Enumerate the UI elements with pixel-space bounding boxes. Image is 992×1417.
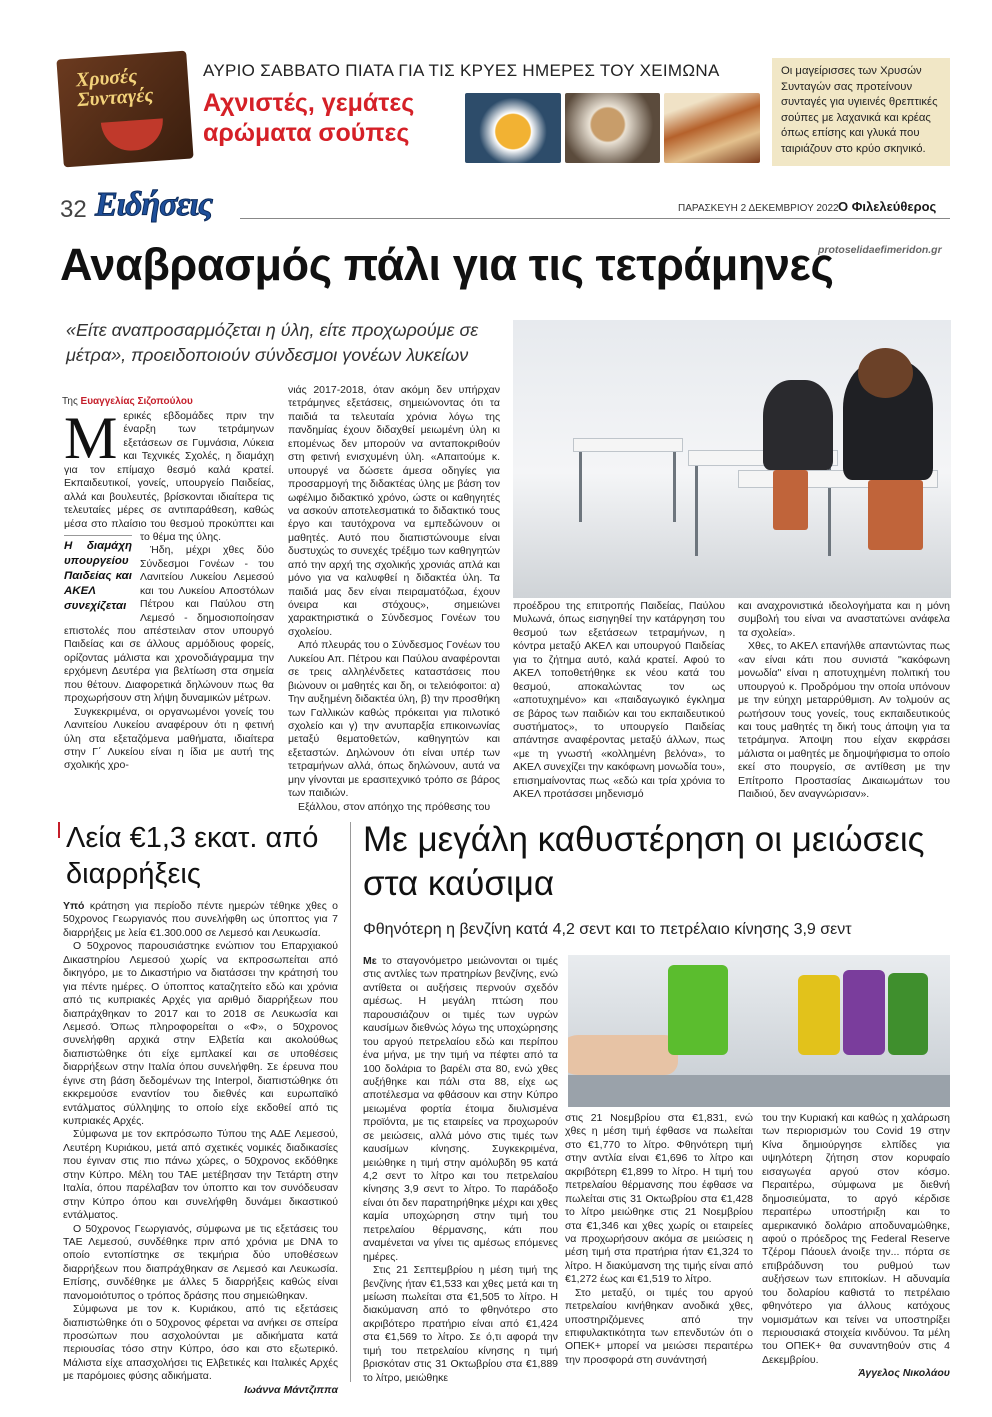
pastry-photo — [664, 93, 760, 163]
main-column-1 — [64, 405, 274, 795]
desk-leg — [579, 452, 582, 522]
issue-date: ΠΑΡΑΣΚΕΥΗ 2 ΔΕΚΕΜΒΡΙΟΥ 2022 — [678, 203, 839, 214]
paragraph: Με το σταγονόμετρο μειώνονται οι τιμές στις αντλίες των πρατηρίων βενζίνης, ενώ αντίθετα οι αυξήσεις περνούν σχεδόν αμέσως. Η μεγάλη πτώση που παρουσιάζουν οι τιμές των υγρών καυσίμων διεθνώς λόγω της υποχώρησης του αργού πετρελαίου εδώ και περίπου ένα μήνα, με την τιμή να πέφτει από τα 100 δολάρια το βαρέλι στα 80, ενώ χθες αυξήθηκε και πάλι στα 88, είχε ως αποτέλεσμα να φθάσουν και στην Κύπρο μειωμένα φορτία έτοιμα διυλισμένα προϊόντα, με τις εταιρείες να προχωρούν σε μειώσεις, αλλά μόνο στις τιμές των καυσίμων κίνησης. Συγκεκριμένα, μειώθηκε η τιμή στην αμόλυβδη 95 κατά 4,2 σεντ το λίτρο και του πετρελαίου κίνησης 3,9 σεντ το λίτρο. Το παράδοξο είναι ότι δεν παρατηρήθηκε μέχρι και χθες καμία υποχώρηση στην τιμή του πετρελαίου θέρμανσης, κάτι που αναμένεται να γίνει τις αμέσως επόμενες ημέρες. — [363, 955, 558, 1263]
paragraph: Στο μεταξύ, οι τιμές του αργού πετρελαίου κινήθηκαν ανοδικά χθες, υποστηριζόμενες από την επιφυλακτικότητα των επενδυτών ότι ο ΟΠΕΚ+ μπορεί να μειώσει περαιτέρω την προσφορά στη συνάντησή — [565, 1286, 753, 1366]
fuel-pumps-photo — [568, 955, 950, 1107]
author-name: Ευαγγελίας Σιζοπούλου — [80, 396, 193, 407]
section-title: Ειδήσεις — [95, 186, 213, 223]
green-nozzle — [668, 965, 728, 1055]
paragraph: Εξάλλου, στον απόηχο της πρόθεσης του — [298, 800, 491, 813]
burglary-body — [63, 900, 338, 1396]
fuel-column-3 — [762, 1112, 950, 1384]
hand — [568, 1035, 678, 1075]
fuel-deck: Φθηνότερη η βενζίνη κατά 4,2 σεντ και το πετρέλαιο κίνησης 3,9 σεντ — [363, 921, 852, 938]
paragraph: Υπό κράτηση για περίοδο πέντε ημερών τέθηκε χθες ο 50χρονος Γεωργιανός που συνελήφθη ως ύποπτος για 7 διαρρήξεις με λεία €1.300.000 σε Λεμεσό και Λευκωσία. — [63, 900, 338, 939]
paragraph: προέδρου της επιτροπής Παιδείας, Παύλου Μυλωνά, όπως εισηγηθεί την κατάργηση του θεσμού των εξετάσεων τετραμήνων, η κόντρα μεταξύ ΑΚΕΛ και υπουργού Παιδείας για το ζήτημα αυτό, καλά κρατεί. Αφού το ΑΚΕΛ τοποθετήθηκε εκ νέου κατά του θεσμού, αποκαλώντας τον ως «αποτυχημένο» και «παιδαγωγικό έγκλημα σε βάρος των παιδιών και του εκπαιδευτικού συστήματος», το υπουργείο Παιδείας απάντησε αναφέροντας μεταξύ άλλων, πως «με τη γνωστή «κολλημένη βελόνα», το ΑΚΕΛ συνεχίζει την κακόφωνη μονωδία του», επισημαίνοντας πως «εδώ και τρία χρόνια το ΑΚΕΛ προτάσσει μηδενισμό — [513, 600, 725, 801]
byline: Της Ευαγγελίας Σιζοπούλου — [62, 396, 193, 407]
main-headline: Αναβρασμός πάλι για τις τετράμηνες — [60, 239, 834, 290]
promo-banner — [60, 55, 950, 170]
newspaper-name: Ο Φιλελεύθερος — [838, 199, 937, 214]
main-col1-intro: ερικές εβδομάδες πριν την έναρξη των τετράμηνων εξετάσεων σε Γυμνάσια, Λύκεια και Τεχνικές Σχολές, η διαμάχη για τον επίμαχο θεσμό καλά κρατεί. Εκπαιδευτικοί, γονείς, υπουργείο Παιδείας, αλλά και βουλευτές, βρίσκονται ιδιαίτερα τις τελευταίες μέρες σε αντιπαράθεση, καθώς μέσα στο πλαίσιο του θεσμού προκύπτει και το θέμα της ύλης. — [64, 410, 274, 543]
student — [763, 380, 833, 470]
cookbook-title: Χρυσές Συνταγές — [75, 65, 155, 112]
mushroom-photo — [565, 93, 661, 163]
main-column-4 — [738, 600, 950, 800]
promo-kicker: ΑΥΡΙΟ ΣΑΒΒΑΤΟ ΠΙΑΤΑ ΓΙΑ ΤΙΣ ΚΡΥΕΣ ΗΜΕΡΕΣ ΤΟΥ ΧΕΙΜΩΝΑ — [203, 61, 720, 80]
paragraph: Από πλευράς του ο Σύνδεσμος Γονέων του Λυκείου Απ. Πέτρου και Παύλου αναφέρονται σε τρεις αλληλένδετες καταστάσεις που βιώνουν οι μαθητές και δη, οι τελειόφοιτοι: α) Την αυξημένη διδακτέα ύλη, β) την προσθήκη των Γαλλικών καθώς πρόκειται για πιλοτικό σχολείο και γ) την ανυπαρξία επικοινωνίας μεταξύ θεματοθετών, καθηγητών και εξεταστών. Δηλώνουν ότι είναι υπέρ των τετραμήνων αλλά, όπως δηλώνουν, αυτά να μην γίνονται με ερασιτεχνικό τρόπο σε βάρος των παιδιών. — [288, 639, 500, 800]
header-rule — [240, 218, 950, 219]
paragraph: του την Κυριακή και καθώς η χαλάρωση των περιορισμών του Covid 19 στην Κίνα δημιούργησε ελπίδες για υψηλότερη ζήτηση στον κορυφαίο εισαγωγέα αργού στον κόσμο. Περαιτέρω, σύμφωνα με διεθνή δημοσιεύματα, το αργό κέρδισε περαιτέρω υποστήριξη και το αμερικανικό δολάριο αποδυναμώθηκε, αφού ο πρόεδρος της Federal Reserve Τζέρομ Πάουελ άνοιξε την... πόρτα σε επιβράδυνση του ρυθμού των αυξήσεων των επιτοκίων. Η αδυναμία του δολαρίου καθιστά το πετρέλαιο φθηνότερο για άλλους κατόχους νομισμάτων και τείνει να υποστηρίξει περιουσιακά στοιχεία κινδύνου. Τα μέλη του ΟΠΕΚ+ θα συναντηθούν στις 4 Δεκεμβρίου. — [762, 1112, 950, 1366]
paragraph: Σύμφωνα με τον εκπρόσωπο Τύπου της ΑΔΕ Λεμεσού, Λευτέρη Κυριάκου, μετά από σχετικές νομικές διαδικασίες που έγιναν στις πιο πάνω χώρες, ο 50χρονος εκδόθηκε στην Κύπρο. Μέλη του ΤΑΕ μετέβησαν την Τετάρτη στην Ιταλία, όπου παρέλαβαν τον ύποπτο και τον συνόδευσαν στην Κύπρο όπου και συνελήφθη δυνάμει δικαστικού εντάλματος. — [63, 1128, 338, 1222]
paragraph: και αναχρονιστικά ιδεολογήματα και η μόνη συμβολή του είναι να αναστατώνει ανάφελα τα σχολεία». — [738, 600, 950, 639]
fuel-column-1 — [363, 955, 558, 1385]
article-marker — [58, 822, 60, 838]
drop-cap: Μ — [64, 405, 118, 471]
page-number: 32 — [60, 196, 87, 223]
pump-base — [568, 1075, 950, 1107]
cookbook-cover-image — [56, 51, 193, 168]
watermark: protoselidaefimeridon.gr — [818, 244, 942, 256]
fuel-column-2 — [565, 1112, 753, 1384]
student-hair — [858, 348, 913, 398]
paragraph: Συγκεκριμένα, οι οργανωμένοι γονείς του Λανιτείου Λυκείου αναφέρουν ότι η φετινή ύλη στα εξεταζόμενα μαθήματα, ιδιαίτερα στην Γ΄ Λυκείου είναι η ίδια με αυτή της σχολικής χρο- — [64, 705, 274, 772]
paragraph: Ήδη, μέχρι χθες δύο Σύνδεσμοι Γονέων - του Λανιτείου Λυκείου Λεμεσού και του Λυκείου Αποστόλων Πέτρου και Παύλου στη Λεμεσό - δημοσιοποίησαν επιστολές που απέστειλαν στον υπουργό Παιδείας και σε άλλους αρμόδιους φορείς, ορίζοντας μάλιστα και χρονοδιάγραμμα την ερχόμενη Δευτέρα για βελτίωση στα σημεία που θέτουν. Διαφορετικά δηλώνουν πως θα προχωρήσουν στη λήψη δυναμικών μέτρων. — [64, 544, 274, 705]
soup-photo — [465, 93, 561, 163]
main-deck: «Είτε αναπροσαρμόζεται η ύλη, είτε προχωρούμε σε μέτρα», προειδοποιούν σύνδεσμοι γονέων λυκείων — [66, 320, 479, 365]
burglary-headline: Λεία €1,3 εκατ. από διαρρήξεις — [66, 822, 319, 891]
dark-green-nozzle — [888, 973, 928, 1055]
paragraph: Σύμφωνα με τον κ. Κυριάκου, από τις εξετάσεις διαπιστώθηκε ότι ο 50χρονος φέρεται να ανήκει σε σπείρα προσώπων που ασχολούνται με αδικήματα κατά περιουσίας τόσο στην Κύπρο, όσο και στο εξωτερικό. Μάλιστα είχε απασχολήσει τις Ελβετικές και Ιταλικές Αρχές με παρόμοιες φύσης αδικήματα. — [63, 1303, 338, 1383]
soup-bowl-graphic — [101, 118, 165, 152]
column-divider — [350, 822, 351, 1382]
classroom-photo — [513, 320, 951, 598]
author-signature: Άγγελος Νικολάου — [858, 1367, 950, 1380]
fuel-headline: Με μεγάλη καθυστέρηση οι μειώσεις στα καύσιμα — [363, 820, 925, 904]
promo-headline: Αχνιστές, γεμάτες αρώματα σούπες — [203, 89, 415, 147]
paragraph: Ο 50χρονος Γεωργιανός, σύμφωνα με τις εξετάσεις του ΤΑΕ Λεμεσού, συνδέθηκε πριν από χρόνια με DNA το οποίο εντοπίστηκε σε τεκμήρια δύο υποθέσεων διαρρήξεων που διαπράχθηκαν σε Λεμεσό και Λευκωσία. Επίσης, συνδέθηκε με άλλες 5 διαρρήξεις καθώς είναι πανομοιότυπος ο τρόπος δράσης που σημειώθηκαν. — [63, 1222, 338, 1302]
paragraph: Ο 50χρονος παρουσιάστηκε ενώπιον του Επαρχιακού Δικαστηρίου Λεμεσού χωρίς να εκπροσωπείται από δικηγόρο, με το Δικαστήριο να διατάσσει την κράτησή του για πέντε ημέρες. Ο ύποπτος καταζητείτο εδώ και χρόνια από τις κυπριακές Αρχές για αριθμό διαρρήξεων που διαπράχθηκαν το 2017 και το 2018 σε Λευκωσία και Λεμεσό. Όπως πληροφορείται ο «Φ», ο 50χρονος συνελήφθη αρχικά στην Ελβετία και ακολούθως διαπιστώθηκε ότι είχε εμπλακεί και σε υποθέσεις διαρρήξεων στην Ιταλία όπου συνελήφθη. Σε έρευνα που έγινε στη βάση δεδομένων της Interpol, διαπιστώθηκε ότι εκκρεμούσε εναντίον του διεθνές και ευρωπαϊκό εντάλματος σύλληψης το οποίο είχε εκδοθεί από τις κυπριακές Αρχές. — [63, 940, 338, 1127]
pull-quote: Η διαμάχη υπουργείου Παιδείας και ΑΚΕΛ συνεχίζεται — [64, 535, 132, 614]
promo-side-text: Οι μαγείρισσες των Χρυσών Συνταγών σας προτείνουν συνταγές για υγιεινές θρεπτικές σούπες με λαχανικά και κρέας όπως επίσης και γλυκά που ταιριάζουν στο κρύο σκηνικό. — [772, 58, 950, 166]
paragraph: Στις 21 Σεπτεμβρίου η μέση τιμή της βενζίνης ήταν €1,533 και χθες μετά και τη μείωση πωλείται στα €1,505 το λίτρο. Η διακύμανση από το φθηνότερο στο ακριβότερο πρατήριο είναι από €1,424 στα €1,569 το λίτρο. Σε ό,τι αφορά την τιμή του πετρελαίου κίνησης η τιμή βρισκόταν στις 31 Οκτωβρίου στα €1,889 το λίτρο, μειώθηκε — [363, 1264, 558, 1384]
main-column-2 — [288, 384, 500, 813]
desk-leg — [695, 466, 698, 556]
chair — [868, 480, 923, 550]
paragraph: στις 21 Νοεμβρίου στα €1,831, ενώ χθες η μέση τιμή έφθασε να πωλείται στο €1,770 το λίτρο. Φθηνότερη τιμή στην αντλία είναι €1,696 το λίτρο και ακριβότερη €1,899 το λίτρο. Η τιμή του πετρελαίου θέρμανσης που έφθασε να πωλείται στις 31 Οκτωβρίου στα €1,428 το λίτρο μειώθηκε στις 21 Νοεμβρίου στα €1,346 και χθες χωρίς οι εταιρείες να προχωρήσουν ακόμα σε μειώσεις η μέση τιμή στα πρατήρια ήταν €1,324 το λίτρο. Η διακύμανση της τιμής είναι από €1,272 έως και €1,519 το λίτρο. — [565, 1112, 753, 1286]
paragraph: Χθες, το ΑΚΕΛ επανήλθε απαντώντας πως «αν είναι κάτι που συνιστά "κακόφωνη μονωδία" είναι η αποτυχημένη πολιτική του υπουργού κ. Προδρόμου την οποία υπόνουν με την εύηχη μεταρρύθμιση. Αν τολμούν ας ρωτήσουν τους γονείς, τους εκπαιδευτικούς και τους μαθητές τη δική τους άποψη για τα τετράμηνα. Άποψη που είχαν εκφράσει μάλιστα οι μαθητές με δημοψήφισμα το οποίο εκεί στο πουργείο, σε αντίθεση με την Επίτροπο Προστασίας Δικαιωμάτων του Παιδιού, δεν αναγνώρισαν». — [738, 640, 950, 801]
paragraph: νιάς 2017-2018, όταν ακόμη δεν υπήρχαν τετράμηνες εξετάσεις, σημειώνοντας ότι τα παιδιά τα τελευταία χρόνια λόγω της πανδημίας έχουν διδαχθεί μειωμένη ύλη κι επομένως δεν μπορούν να ανταποκριθούν στη φετινή ενισχυμένη ύλη. «Απαιτούμε κ. υπουργέ να δώσετε άμεσα οδηγίες για προσαρμογή της διδακτέας ύλης με βάση τον ωφέλιμο διδακτικό χρόνο, ώστε οι καθηγητές να ασκούν αποτελεσματικά το διδακτικό τους έργο και ταυτόχρονα να εμπεδώνουν οι μαθητές. Αυτό που διαπιστώνουμε είναι δυστυχώς το συνεχές τρέξιμο των καθηγητών από την αρχή της σχολικής χρονιάς απλά και μόνο για να καλυφθεί η διδακτέα ύλη. Τα παιδιά μας δεν είναι πειραματόζωα, έχουν όνειρα και στόχους», σημειώνει χαρακτηριστικά ο Σύνδεσμος Γονέων του σχολείου. — [288, 384, 500, 638]
desk-leg — [673, 452, 676, 522]
desk — [573, 438, 683, 452]
chair — [773, 470, 808, 530]
author-signature: Ιωάννα Μάντζιππα — [244, 1383, 338, 1396]
main-column-3 — [513, 600, 725, 800]
purple-nozzle — [843, 970, 885, 1055]
yellow-nozzle — [798, 975, 840, 1055]
promo-photos — [465, 93, 760, 163]
